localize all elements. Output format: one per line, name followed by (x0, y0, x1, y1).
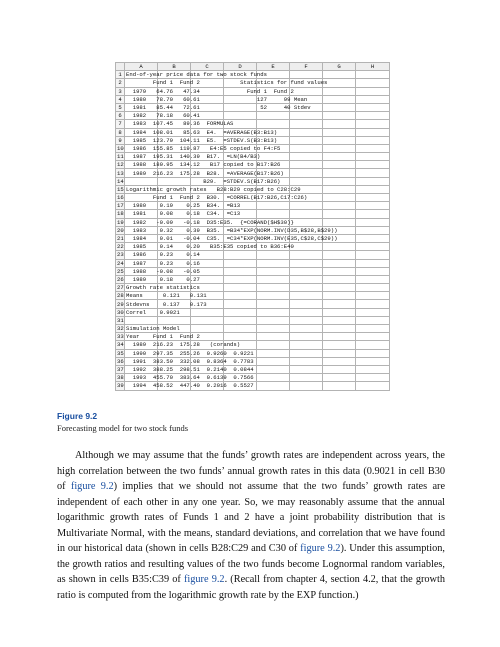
grid-cell (323, 292, 356, 300)
grid-cell (224, 292, 257, 300)
table-row (116, 202, 390, 210)
grid-cell (290, 267, 323, 275)
row-number: 32 (117, 325, 124, 333)
grid-cell (323, 374, 356, 382)
grid-cell (323, 95, 356, 103)
grid-cell (224, 112, 257, 120)
table-row (116, 79, 390, 87)
cell-a: 1989 0.18 0.27 (126, 275, 200, 283)
cell-a: End-of-year price data for two stock funds (126, 71, 267, 79)
grid-cell (356, 144, 390, 152)
figure-link[interactable]: figure 9.2 (70, 481, 114, 492)
column-header: F (290, 63, 323, 71)
cell-a: Growth rate statistics (126, 284, 200, 292)
grid-cell (290, 243, 323, 251)
grid-cell (323, 136, 356, 144)
row-number: 28 (117, 292, 124, 300)
row-number: 6 (116, 112, 125, 120)
grid-cell (290, 300, 323, 308)
grid-cell (323, 341, 356, 349)
grid-cell (323, 316, 356, 324)
grid-cell (290, 153, 323, 161)
grid-cell (257, 267, 290, 275)
grid-cell (257, 202, 290, 210)
grid-cell (323, 161, 356, 169)
grid-cell (224, 316, 257, 324)
cell-a: 1984 0.01 -0.04 C35. =C34*EXP(NORM.INV(E35,C$28,C$29)) (126, 235, 338, 243)
table-row (116, 382, 390, 390)
grid-cell (356, 333, 390, 341)
grid-cell (257, 292, 290, 300)
row-number: 36 (117, 357, 124, 365)
grid-cell (290, 210, 323, 218)
row-number: 17 (117, 202, 124, 210)
row-number: 39 (117, 382, 124, 390)
grid-cell (191, 325, 224, 333)
grid-cell (356, 71, 390, 79)
table-row (116, 284, 390, 292)
grid-cell (224, 333, 257, 341)
grid-cell (224, 300, 257, 308)
cell-a: 1989 216.23 175.28 B28. =AVERAGE(B17:B26) (126, 169, 284, 177)
grid-cell (257, 251, 290, 259)
grid-cell (290, 357, 323, 365)
column-header: G (323, 63, 356, 71)
grid-cell (257, 374, 290, 382)
grid-cell (323, 275, 356, 283)
grid-cell (356, 103, 390, 111)
row-number: 24 (117, 259, 124, 267)
row-number: 3 (116, 87, 125, 95)
grid-cell (224, 267, 257, 275)
grid-cell (257, 316, 290, 324)
cell-a: 1986 0.23 0.14 (126, 251, 200, 259)
cell-a: 1984 108.01 85.63 E4. =AVERAGE(B3:B13) (126, 128, 278, 136)
table-row (116, 218, 390, 226)
cell-a: 1988 -0.08 -0.05 (126, 267, 200, 275)
grid-cell (323, 194, 356, 202)
row-number: 13 (117, 169, 124, 177)
grid-cell (356, 259, 390, 267)
grid-cell (356, 128, 390, 136)
grid-cell (356, 120, 390, 128)
table-row (116, 226, 390, 234)
grid-cell (356, 153, 390, 161)
grid-cell (191, 316, 224, 324)
table-row (116, 120, 390, 128)
grid-cell (356, 234, 390, 242)
grid-cell (158, 316, 191, 324)
grid-cell (257, 275, 290, 283)
row-number: 15 (117, 185, 124, 193)
grid-cell (290, 177, 323, 185)
grid-cell (323, 71, 356, 79)
table-row (116, 194, 390, 202)
grid-cell (323, 103, 356, 111)
cell-a: 1983 0.32 0.39 B35. =B34*EXP(NORM.INV(D35,B$28,B$29)) (126, 226, 338, 234)
row-number: 25 (117, 267, 124, 275)
cell-a: Fund 1 Fund 2 Statistics for fund values (126, 79, 328, 87)
grid-cell (356, 177, 390, 185)
grid-cell (290, 316, 323, 324)
grid-cell (323, 144, 356, 152)
grid-cell (356, 194, 390, 202)
paragraph-text: Although we may assume that the funds’ growth rates are independent across years, the high correlation between the two funds’ annual growth rates in this data (0.9021 in cell B30 of (57, 450, 445, 492)
grid-cell (290, 120, 323, 128)
table-row (116, 103, 390, 111)
grid-cell (356, 341, 390, 349)
grid-cell (290, 259, 323, 267)
cell-a: 1986 155.85 119.87 E4:E5 copied to F4:F5 (126, 144, 281, 152)
grid-cell (356, 210, 390, 218)
table-row (116, 71, 390, 79)
row-number: 33 (117, 333, 124, 341)
table-row (116, 144, 390, 152)
grid-cell (356, 284, 390, 292)
grid-cell (224, 259, 257, 267)
cell-a: 1981 0.08 0.18 C34. =C13 (126, 210, 241, 218)
row-number: 20 (117, 226, 124, 234)
cell-a: 1992 388.25 298.51 0.2140 0.0844 (126, 366, 254, 374)
grid-cell (356, 308, 390, 316)
grid-cell (224, 275, 257, 283)
row-number: 9 (116, 136, 125, 144)
row-number: 31 (117, 316, 124, 324)
grid-cell (323, 284, 356, 292)
cell-a: 1991 383.59 332.08 0.8364 0.7783 (126, 357, 254, 365)
grid-cell (224, 325, 257, 333)
grid-cell (257, 259, 290, 267)
grid-cell (290, 275, 323, 283)
grid-cell (290, 136, 323, 144)
table-row (116, 259, 390, 267)
grid-cell (323, 251, 356, 259)
grid-cell (290, 144, 323, 152)
figure-label: Figure 9.2 (57, 411, 98, 421)
spreadsheet-figure (115, 62, 390, 391)
grid-cell (323, 185, 356, 193)
grid-cell (257, 300, 290, 308)
grid-cell (257, 333, 290, 341)
grid-cell (290, 251, 323, 259)
grid-cell (323, 112, 356, 120)
row-number: 34 (117, 341, 124, 349)
cell-a: 1981 85.44 72.61 52 40 Stdev (126, 104, 311, 112)
table-row (116, 112, 390, 120)
grid-cell (323, 177, 356, 185)
grid-cell (290, 365, 323, 373)
cell-a: 1985 123.79 104.11 E5. =STDEV.S(B3:B13) (126, 136, 278, 144)
table-row (116, 136, 390, 144)
grid-cell (323, 267, 356, 275)
table-row (116, 374, 390, 382)
grid-cell (356, 112, 390, 120)
table-row (116, 234, 390, 242)
table-row (116, 87, 390, 95)
grid-cell (323, 333, 356, 341)
row-number: 4 (116, 95, 125, 103)
grid-cell (323, 300, 356, 308)
grid-cell (356, 161, 390, 169)
column-header-row (116, 63, 390, 71)
column-header: H (356, 63, 390, 71)
cell-a: 1982 -0.09 -0.18 D35:E35. {=CORAND($H$30)} (126, 218, 294, 226)
grid-cell (323, 382, 356, 390)
grid-cell (356, 300, 390, 308)
grid-cell (323, 169, 356, 177)
cell-a: Logarithmic growth rates B28:B29 copied to C28:C29 (126, 185, 301, 193)
grid-cell (356, 325, 390, 333)
column-header: B (158, 63, 191, 71)
grid-cell (323, 153, 356, 161)
grid-cell (323, 87, 356, 95)
grid-cell (290, 169, 323, 177)
row-number: 19 (117, 218, 124, 226)
table-row (116, 128, 390, 136)
table-row (116, 292, 390, 300)
table-row (116, 267, 390, 275)
grid-cell (290, 292, 323, 300)
grid-cell (356, 275, 390, 283)
table-row (116, 210, 390, 218)
table-row (116, 251, 390, 259)
table-row (116, 169, 390, 177)
column-header: C (191, 63, 224, 71)
grid-cell (356, 202, 390, 210)
grid-cell (290, 202, 323, 210)
table-row (116, 325, 390, 333)
cell-a: 1989 216.23 175.28 (corands) (126, 341, 241, 349)
column-header: A (125, 63, 158, 71)
row-number: 16 (117, 194, 124, 202)
grid-cell (356, 357, 390, 365)
cell-a: 1980 78.70 60.61 127 99 Mean (126, 95, 308, 103)
grid-cell (356, 243, 390, 251)
grid-cell (257, 120, 290, 128)
table-row (116, 95, 390, 103)
row-number: 37 (117, 366, 124, 374)
row-number: 12 (117, 161, 124, 169)
table-row (116, 177, 390, 185)
table-row (116, 300, 390, 308)
row-number: 27 (117, 284, 124, 292)
grid-cell (356, 349, 390, 357)
grid-cell (356, 218, 390, 226)
corner-cell (116, 63, 125, 71)
grid-cell (323, 218, 356, 226)
column-header: D (224, 63, 257, 71)
grid-cell (323, 365, 356, 373)
grid-cell (224, 284, 257, 292)
grid-cell (224, 308, 257, 316)
grid-cell (323, 79, 356, 87)
grid-cell (323, 349, 356, 357)
cell-a: 1985 0.14 0.20 B35:E35 copied to B36:E40 (126, 243, 294, 251)
grid-cell (323, 325, 356, 333)
row-number: 5 (116, 103, 125, 111)
cell-a: 1979 64.76 47.34 Fund 1 Fund 2 (126, 87, 294, 95)
grid-cell (257, 210, 290, 218)
table-row (116, 349, 390, 357)
grid-cell (356, 185, 390, 193)
row-number: 11 (117, 153, 124, 161)
grid-cell (323, 120, 356, 128)
grid-cell (323, 259, 356, 267)
grid-cell (257, 341, 290, 349)
table-row (116, 161, 390, 169)
grid-cell (257, 349, 290, 357)
grid-cell (257, 325, 290, 333)
grid-cell (356, 226, 390, 234)
cell-a: B29. =STDEV.S(B17:B26) (126, 177, 281, 185)
cell-a (125, 316, 158, 324)
figure-link[interactable]: figure 9.2 (183, 574, 225, 585)
table-row (116, 243, 390, 251)
table-row (116, 357, 390, 365)
table-row (116, 333, 390, 341)
row-number: 14 (117, 177, 124, 185)
grid-cell (356, 95, 390, 103)
grid-cell (323, 243, 356, 251)
grid-cell (257, 382, 290, 390)
row-number: 8 (116, 128, 125, 136)
row-number: 22 (117, 243, 124, 251)
table-row (116, 308, 390, 316)
grid-cell (290, 349, 323, 357)
grid-cell (290, 308, 323, 316)
cell-a: 1990 297.35 255.26 0.9260 0.9221 (126, 349, 254, 357)
cell-a: 1983 107.45 89.36 FORMULAS (126, 120, 234, 128)
grid-cell (257, 365, 290, 373)
grid-cell (290, 374, 323, 382)
table-row (116, 316, 390, 324)
grid-cell (290, 128, 323, 136)
row-number: 10 (117, 144, 124, 152)
cell-a: Stdevns 0.137 0.173 (126, 300, 207, 308)
grid-cell (257, 284, 290, 292)
cell-a: 1980 0.19 0.25 B34. =B13 (126, 202, 241, 210)
grid-cell (290, 161, 323, 169)
row-number: 18 (117, 210, 124, 218)
table-row (116, 153, 390, 161)
grid-cell (323, 210, 356, 218)
row-number: 35 (117, 349, 124, 357)
grid-cell (356, 267, 390, 275)
table-row (116, 341, 390, 349)
paragraph-text: ). Under this assumption, the growth ratios and resulting values of the two funds become Lognormal random variables, as shown in cells B35:C39 of (57, 543, 445, 585)
grid-cell (257, 153, 290, 161)
grid-cell (356, 316, 390, 324)
grid-cell (290, 333, 323, 341)
cell-a: Fund 1 Fund 2 B30. =CORREL(B17:B26,C17:C26) (126, 194, 308, 202)
cell-a: 1987 0.23 0.16 (126, 259, 200, 267)
body-paragraph (57, 448, 445, 603)
grid-cell (356, 79, 390, 87)
grid-cell (290, 112, 323, 120)
grid-cell (257, 308, 290, 316)
cell-a: 1988 180.95 134.12 B17 copied to B17:B26 (126, 161, 281, 169)
grid-cell (356, 136, 390, 144)
grid-cell (290, 87, 323, 95)
cell-a: 1994 458.52 447.40 0.2016 0.5527 (126, 382, 254, 390)
table-row (116, 185, 390, 193)
cell-a: 1987 195.31 140.39 B17. =LN(B4/B3) (126, 153, 261, 161)
paragraph-text: . (Recall from chapter 4, section 4.2, that the growth ratio is computed from the logarithmic growth rate by the EXP function.) (57, 574, 446, 601)
row-number: 1 (116, 71, 125, 79)
row-number: 21 (117, 235, 124, 243)
grid-cell (290, 284, 323, 292)
grid-cell (356, 87, 390, 95)
grid-cell (290, 341, 323, 349)
cell-a: Correl 0.9021 (126, 308, 180, 316)
grid-cell (323, 128, 356, 136)
grid-cell (356, 292, 390, 300)
grid-cell (323, 202, 356, 210)
grid-cell (257, 112, 290, 120)
grid-cell (323, 308, 356, 316)
row-number: 30 (117, 308, 124, 316)
table-row (116, 365, 390, 373)
grid-cell (356, 374, 390, 382)
cell-a: Means 0.121 0.131 (126, 292, 207, 300)
cell-a: Simulation Model (126, 325, 180, 333)
row-number: 38 (117, 374, 124, 382)
cell-a: 1993 455.70 383.64 0.6139 0.7566 (126, 374, 254, 382)
figure-caption: Forecasting model for two stock funds (57, 423, 189, 433)
grid-cell (356, 251, 390, 259)
grid-cell (356, 382, 390, 390)
grid-cell (224, 251, 257, 259)
spreadsheet-body (116, 63, 390, 391)
row-number: 23 (117, 251, 124, 259)
grid-cell (323, 357, 356, 365)
cell-a: Year Fund 1 Fund 2 (126, 333, 200, 341)
grid-cell (356, 365, 390, 373)
row-number: 29 (117, 300, 124, 308)
grid-cell (290, 218, 323, 226)
row-number: 26 (117, 275, 124, 283)
table-row (116, 275, 390, 283)
grid-cell (191, 308, 224, 316)
figure-link[interactable]: figure 9.2 (300, 543, 341, 554)
grid-cell (290, 325, 323, 333)
paragraph-text: ) implies that we should not assume that the two funds’ growth rates are independent of each other in any one year. So, we may reasonably assume that the annual logarithmic growth rates of Funds 1 and 2 have a joint probability distribution that is Multivariate Normal, with the means, standard deviations, and correlation that we have found in our historical data (shown in cells B28:C29 and C30 of (57, 481, 446, 554)
cell-a: 1982 78.18 60.41 (126, 112, 200, 120)
row-number: 2 (116, 79, 125, 87)
row-number: 7 (116, 120, 125, 128)
grid-cell (356, 169, 390, 177)
grid-cell (290, 382, 323, 390)
grid-cell (290, 71, 323, 79)
column-header: E (257, 63, 290, 71)
grid-cell (257, 357, 290, 365)
